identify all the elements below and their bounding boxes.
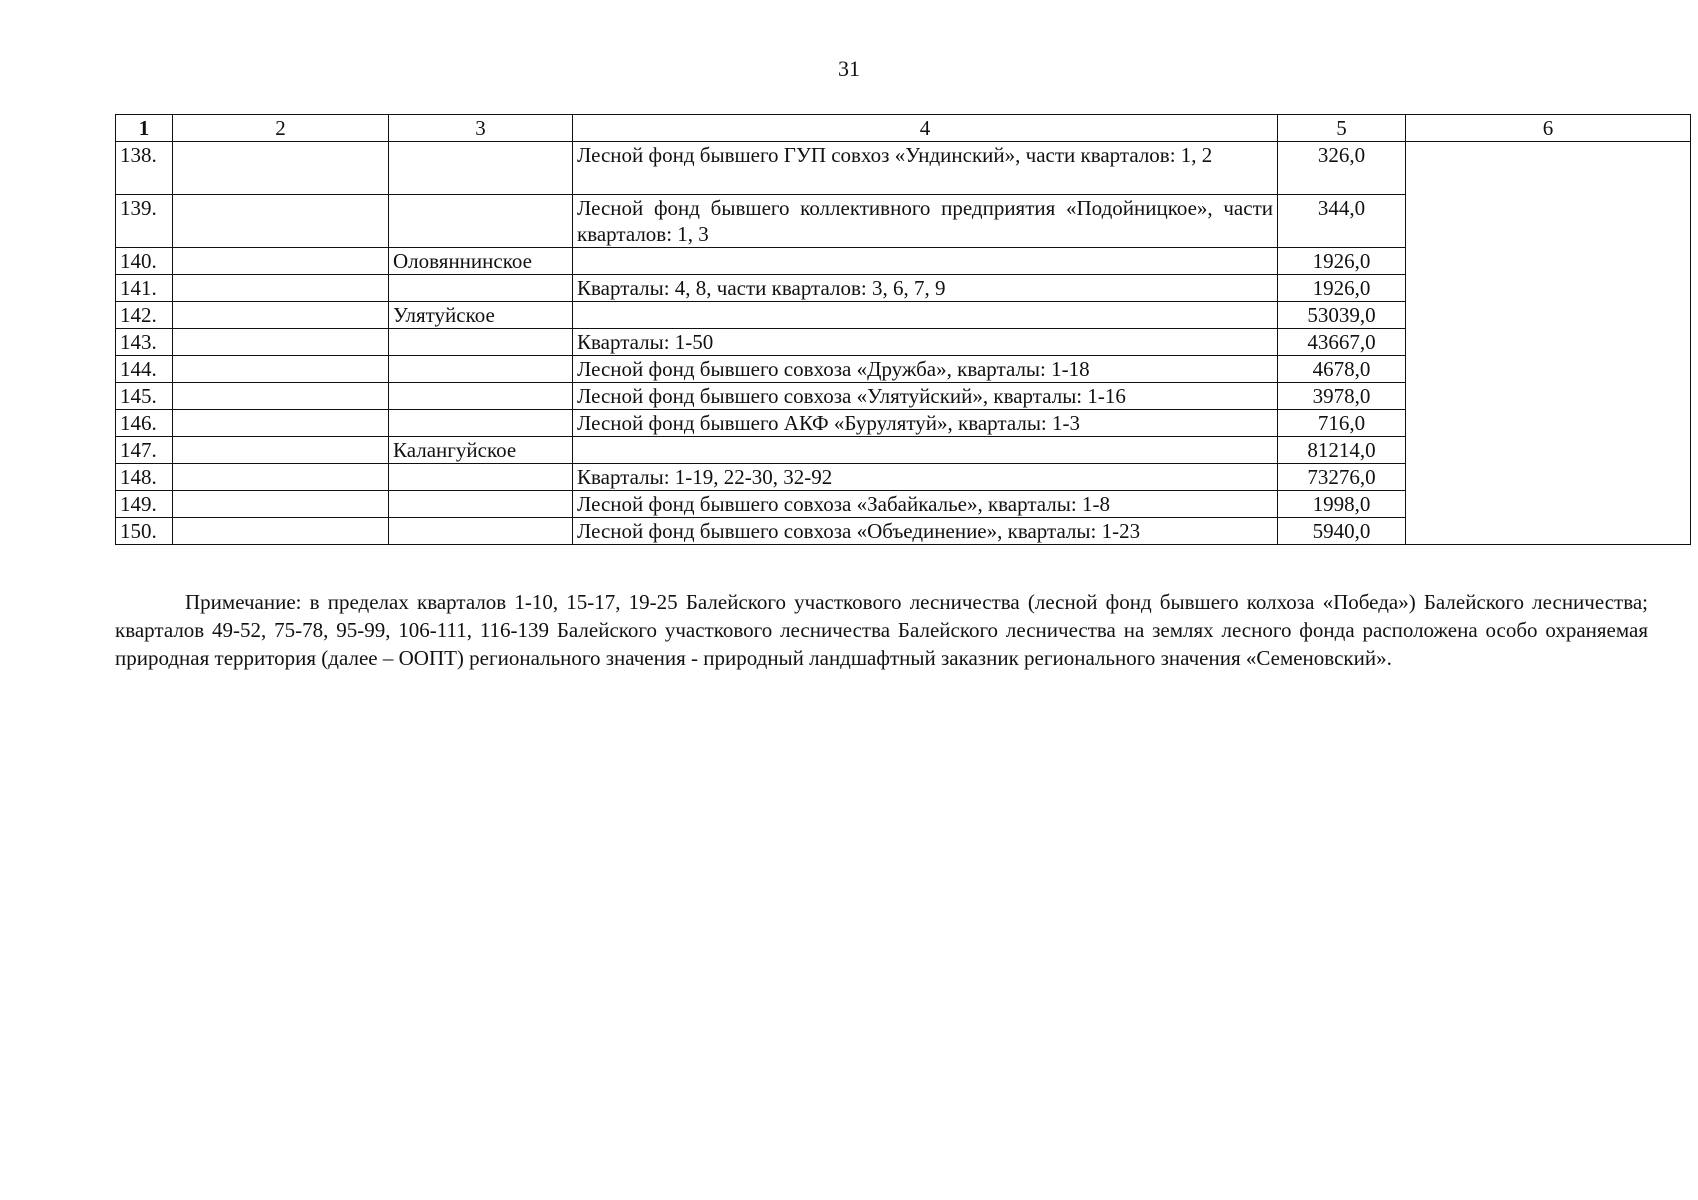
table-row (116, 142, 1691, 195)
row-col-2 (173, 491, 389, 518)
row-description (573, 302, 1278, 329)
row-area: 344,0 (1278, 195, 1406, 248)
row-area: 81214,0 (1278, 437, 1406, 464)
row-description (573, 248, 1278, 275)
header-col-5: 5 (1278, 115, 1406, 142)
row-description: Кварталы: 4, 8, части кварталов: 3, 6, 7, 9 (573, 275, 1278, 302)
row-col-3 (389, 410, 573, 437)
row-description: Лесной фонд бывшего коллективного предприятия «Подойницкое», части кварталов: 1, 3 (573, 195, 1278, 248)
row-col-3 (389, 356, 573, 383)
row-area: 4678,0 (1278, 356, 1406, 383)
note-paragraph: Примечание: в пределах кварталов 1-10, 15-17, 19-25 Балейского участкового лесничества (лесной фонд бывшего колхоза «Победа») Балейского лесничества; кварталов 49-52, 75-78, 95-99, 106-111, 116-139 Балейского участкового лесничества Балейского лесничества на землях лесного фонда расположена особо охраняемая природная территория (далее – ООПТ) регионального значения - природный ландшафтный заказник регионального значения «Семеновский». (115, 590, 1648, 670)
row-col-3 (389, 491, 573, 518)
row-area: 43667,0 (1278, 329, 1406, 356)
row-col-3 (389, 275, 573, 302)
row-area: 53039,0 (1278, 302, 1406, 329)
row-col-2 (173, 356, 389, 383)
row-col-2 (173, 464, 389, 491)
row-area: 3978,0 (1278, 383, 1406, 410)
row-col-2 (173, 329, 389, 356)
row-number: 140. (116, 248, 173, 275)
row-col-2 (173, 275, 389, 302)
row-description: Лесной фонд бывшего совхоза «Объединение», кварталы: 1-23 (573, 518, 1278, 545)
row-col-3: Калангуйское (389, 437, 573, 464)
header-col-1: 1 (116, 115, 173, 142)
header-col-4: 4 (573, 115, 1278, 142)
row-col-2 (173, 410, 389, 437)
row-col-3 (389, 518, 573, 545)
row-number: 146. (116, 410, 173, 437)
row-col-3: Оловяннинское (389, 248, 573, 275)
row-area: 5940,0 (1278, 518, 1406, 545)
row-area: 1998,0 (1278, 491, 1406, 518)
row-area: 326,0 (1278, 142, 1406, 195)
row-area: 73276,0 (1278, 464, 1406, 491)
row-number: 148. (116, 464, 173, 491)
row-area: 1926,0 (1278, 248, 1406, 275)
row-description: Лесной фонд бывшего совхоза «Забайкалье», кварталы: 1-8 (573, 491, 1278, 518)
row-col-2 (173, 383, 389, 410)
row-col-3 (389, 142, 573, 195)
row-col-2 (173, 142, 389, 195)
row-number: 147. (116, 437, 173, 464)
forest-table (115, 114, 1691, 545)
row-number: 139. (116, 195, 173, 248)
row-col-3 (389, 383, 573, 410)
header-col-3: 3 (389, 115, 573, 142)
row-col-2 (173, 518, 389, 545)
row-description: Лесной фонд бывшего совхоза «Дружба», кварталы: 1-18 (573, 356, 1278, 383)
header-col-6: 6 (1406, 115, 1691, 142)
row-col-2 (173, 195, 389, 248)
row-description: Лесной фонд бывшего ГУП совхоз «Ундинский», части кварталов: 1, 2 (573, 142, 1278, 195)
row-col-3: Улятуйское (389, 302, 573, 329)
merged-col-6 (1406, 142, 1691, 545)
row-number: 143. (116, 329, 173, 356)
row-description (573, 437, 1278, 464)
row-area: 1926,0 (1278, 275, 1406, 302)
row-description: Кварталы: 1-19, 22-30, 32-92 (573, 464, 1278, 491)
row-number: 142. (116, 302, 173, 329)
row-col-2 (173, 437, 389, 464)
row-description: Лесной фонд бывшего совхоза «Улятуйский», кварталы: 1-16 (573, 383, 1278, 410)
row-area: 716,0 (1278, 410, 1406, 437)
row-col-2 (173, 302, 389, 329)
row-col-2 (173, 248, 389, 275)
row-number: 144. (116, 356, 173, 383)
table-body (116, 142, 1691, 545)
row-description: Лесной фонд бывшего АКФ «Бурулятуй», кварталы: 1-3 (573, 410, 1278, 437)
row-col-3 (389, 329, 573, 356)
table-header-row (116, 115, 1691, 142)
row-col-3 (389, 464, 573, 491)
page-number: 31 (838, 56, 860, 81)
row-col-3 (389, 195, 573, 248)
row-description: Кварталы: 1-50 (573, 329, 1278, 356)
row-number: 150. (116, 518, 173, 545)
row-number: 138. (116, 142, 173, 195)
row-number: 145. (116, 383, 173, 410)
row-number: 149. (116, 491, 173, 518)
row-number: 141. (116, 275, 173, 302)
header-col-2: 2 (173, 115, 389, 142)
